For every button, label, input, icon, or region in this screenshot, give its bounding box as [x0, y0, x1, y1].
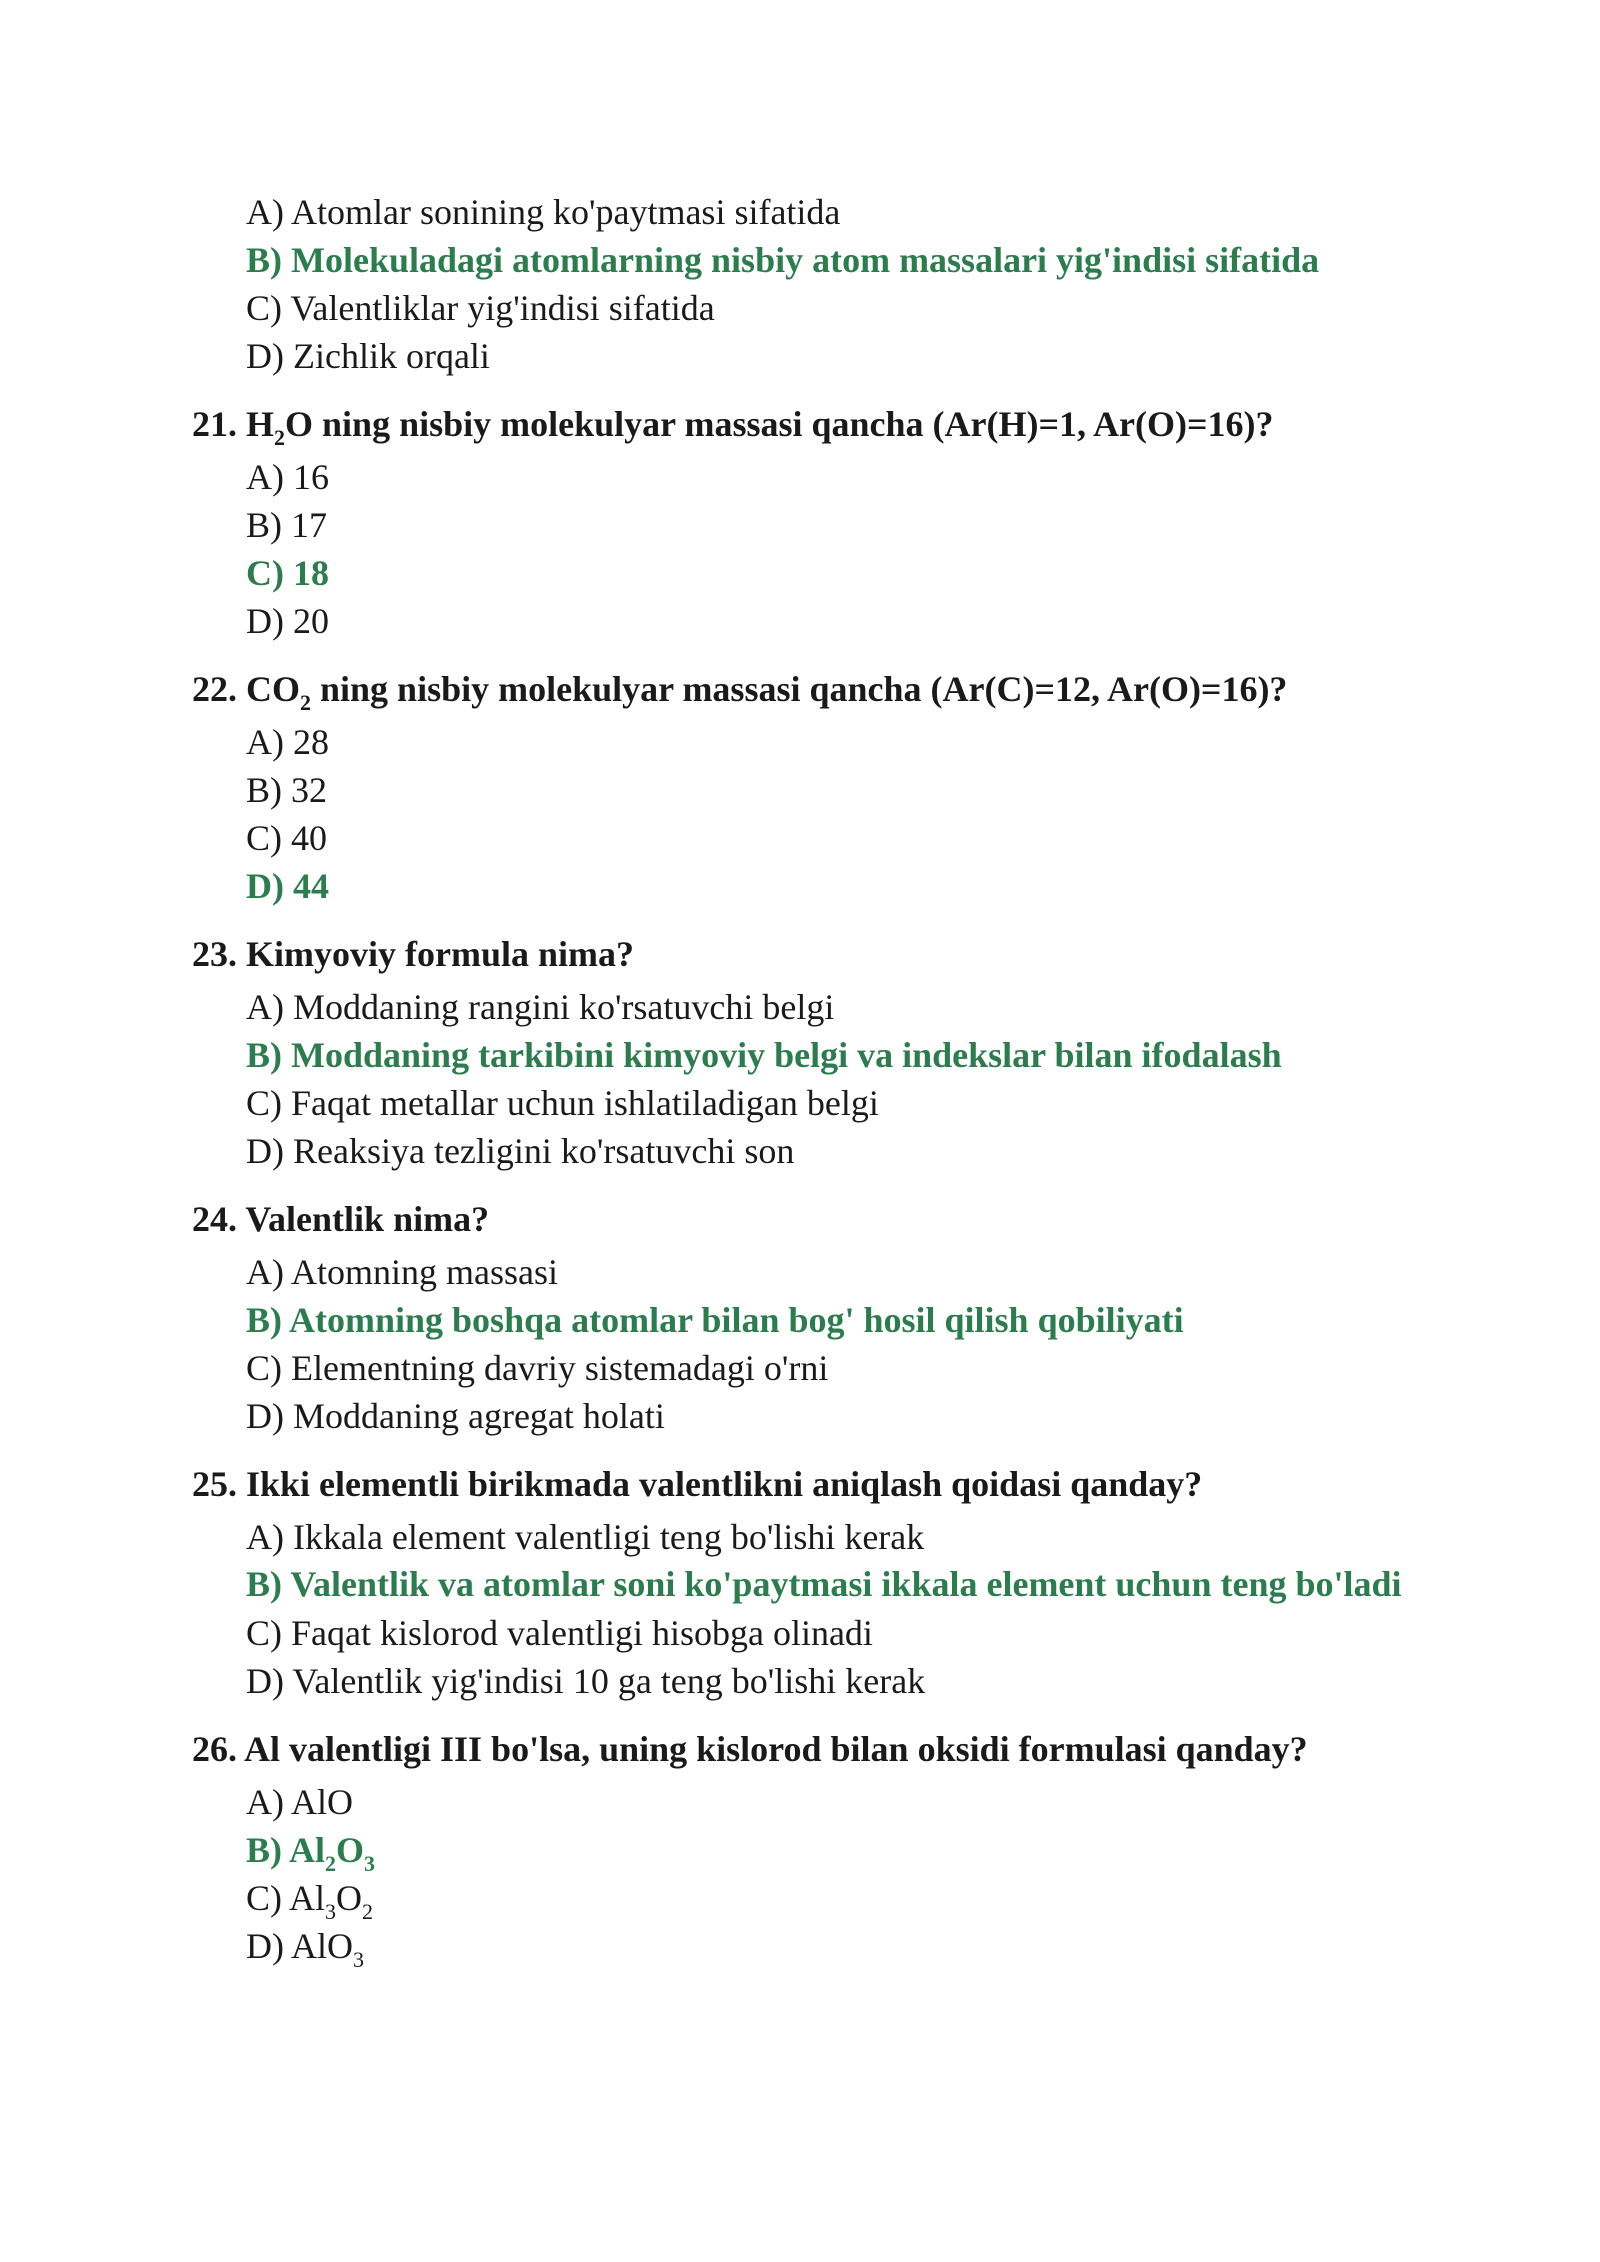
formula-subscript: 3 — [364, 1851, 376, 1876]
quiz-content — [192, 188, 1408, 1970]
option-22-a: A) 28 — [246, 722, 329, 762]
option-26-a: A) AlO — [246, 1782, 353, 1822]
question-body: Ikki elementli birikmada valentlikni aniqlash qoidasi qanday? — [246, 1464, 1203, 1504]
option-24-d: D) Moddaning agregat holati — [246, 1396, 665, 1436]
formula-subscript: 2 — [274, 425, 286, 450]
option-20-a: A) Atomlar sonining ko'paytmasi sifatida — [246, 192, 841, 232]
question-number: 23. — [192, 934, 237, 974]
option-22-b: B) 32 — [246, 770, 327, 810]
option-21-d: D) 20 — [246, 601, 329, 641]
question-body: Al valentligi III bo'lsa, uning kislorod bilan oksidi formulasi qanday? — [244, 1729, 1308, 1769]
question-26-text — [192, 1725, 1408, 1773]
question-number: 22. — [192, 669, 237, 709]
question-number: 24. — [192, 1199, 237, 1239]
formula-subscript: 3 — [353, 1947, 364, 1972]
formula-subscript: 2 — [325, 1851, 337, 1876]
option-26-c: C) $Al_3O_2$ — [246, 1878, 374, 1924]
question-body: Kimyoviy formula nima? — [246, 934, 634, 974]
option-22-d-correct: D) 44 — [246, 866, 329, 906]
question-23 — [192, 930, 1408, 1175]
option-25-b-correct: B) Valentlik va atomlar soni ko'paytmasi ikkala element uchun teng bo'ladi — [246, 1564, 1402, 1604]
option-26-b-correct: B) $Al_2O_3$ — [246, 1830, 376, 1876]
question-24 — [192, 1195, 1408, 1440]
option-20-b-correct: B) Molekuladagi atomlarning nisbiy atom massalari yig'indisi sifatida — [246, 240, 1320, 280]
option-21-b: B) 17 — [246, 505, 327, 545]
option-23-a: A) Moddaning rangini ko'rsatuvchi belgi — [246, 987, 835, 1027]
option-23-c: C) Faqat metallar uchun ishlatiladigan belgi — [246, 1083, 879, 1123]
question-22-text — [192, 665, 1408, 713]
question-number: 25. — [192, 1464, 237, 1504]
option-21-c-correct: C) 18 — [246, 553, 329, 593]
question-25-text — [192, 1460, 1408, 1508]
option-24-b-correct: B) Atomning boshqa atomlar bilan bog' hosil qilish qobiliyati — [246, 1300, 1184, 1340]
option-20-d: D) Zichlik orqali — [246, 336, 490, 376]
question-number: 21. — [192, 404, 237, 444]
formula-subscript: 2 — [300, 690, 311, 715]
option-24-a: A) Atomning massasi — [246, 1252, 558, 1292]
question-21-text — [192, 400, 1408, 448]
option-23-b-correct: B) Moddaning tarkibini kimyoviy belgi va indekslar bilan ifodalash — [246, 1035, 1282, 1075]
question-body: O ning nisbiy molekulyar massasi qancha (Ar(H)=1, Ar(O)=16)? — [285, 404, 1274, 444]
formula-subscript: 3 — [325, 1899, 337, 1924]
question-26 — [192, 1725, 1408, 1970]
question-number: 26. — [192, 1729, 237, 1769]
formula-subscript: 2 — [362, 1899, 374, 1924]
question-23-text — [192, 930, 1408, 978]
option-23-d: D) Reaksiya tezligini ko'rsatuvchi son — [246, 1131, 795, 1171]
option-26-d: D) AlO$_3$ — [246, 1926, 364, 1972]
option-20-c: C) Valentliklar yig'indisi sifatida — [246, 288, 715, 328]
question-body: Valentlik nima? — [245, 1199, 490, 1239]
question-21 — [192, 400, 1408, 645]
question-20-options-continued — [192, 188, 1408, 380]
option-24-c: C) Elementning davriy sistemadagi o'rni — [246, 1348, 829, 1388]
option-25-a: A) Ikkala element valentligi teng bo'lishi kerak — [246, 1517, 925, 1557]
question-24-text — [192, 1195, 1408, 1243]
option-25-d: D) Valentlik yig'indisi 10 ga teng bo'lishi kerak — [246, 1661, 926, 1701]
question-22 — [192, 665, 1408, 910]
option-25-c: C) Faqat kislorod valentligi hisobga olinadi — [246, 1613, 873, 1653]
formula-part: H — [246, 404, 275, 444]
question-body: ning nisbiy molekulyar massasi qancha (Ar(C)=12, Ar(O)=16)? — [311, 669, 1288, 709]
option-22-c: C) 40 — [246, 818, 327, 858]
formula-part: CO — [246, 669, 300, 709]
option-21-a: A) 16 — [246, 457, 329, 497]
question-25 — [192, 1460, 1408, 1705]
